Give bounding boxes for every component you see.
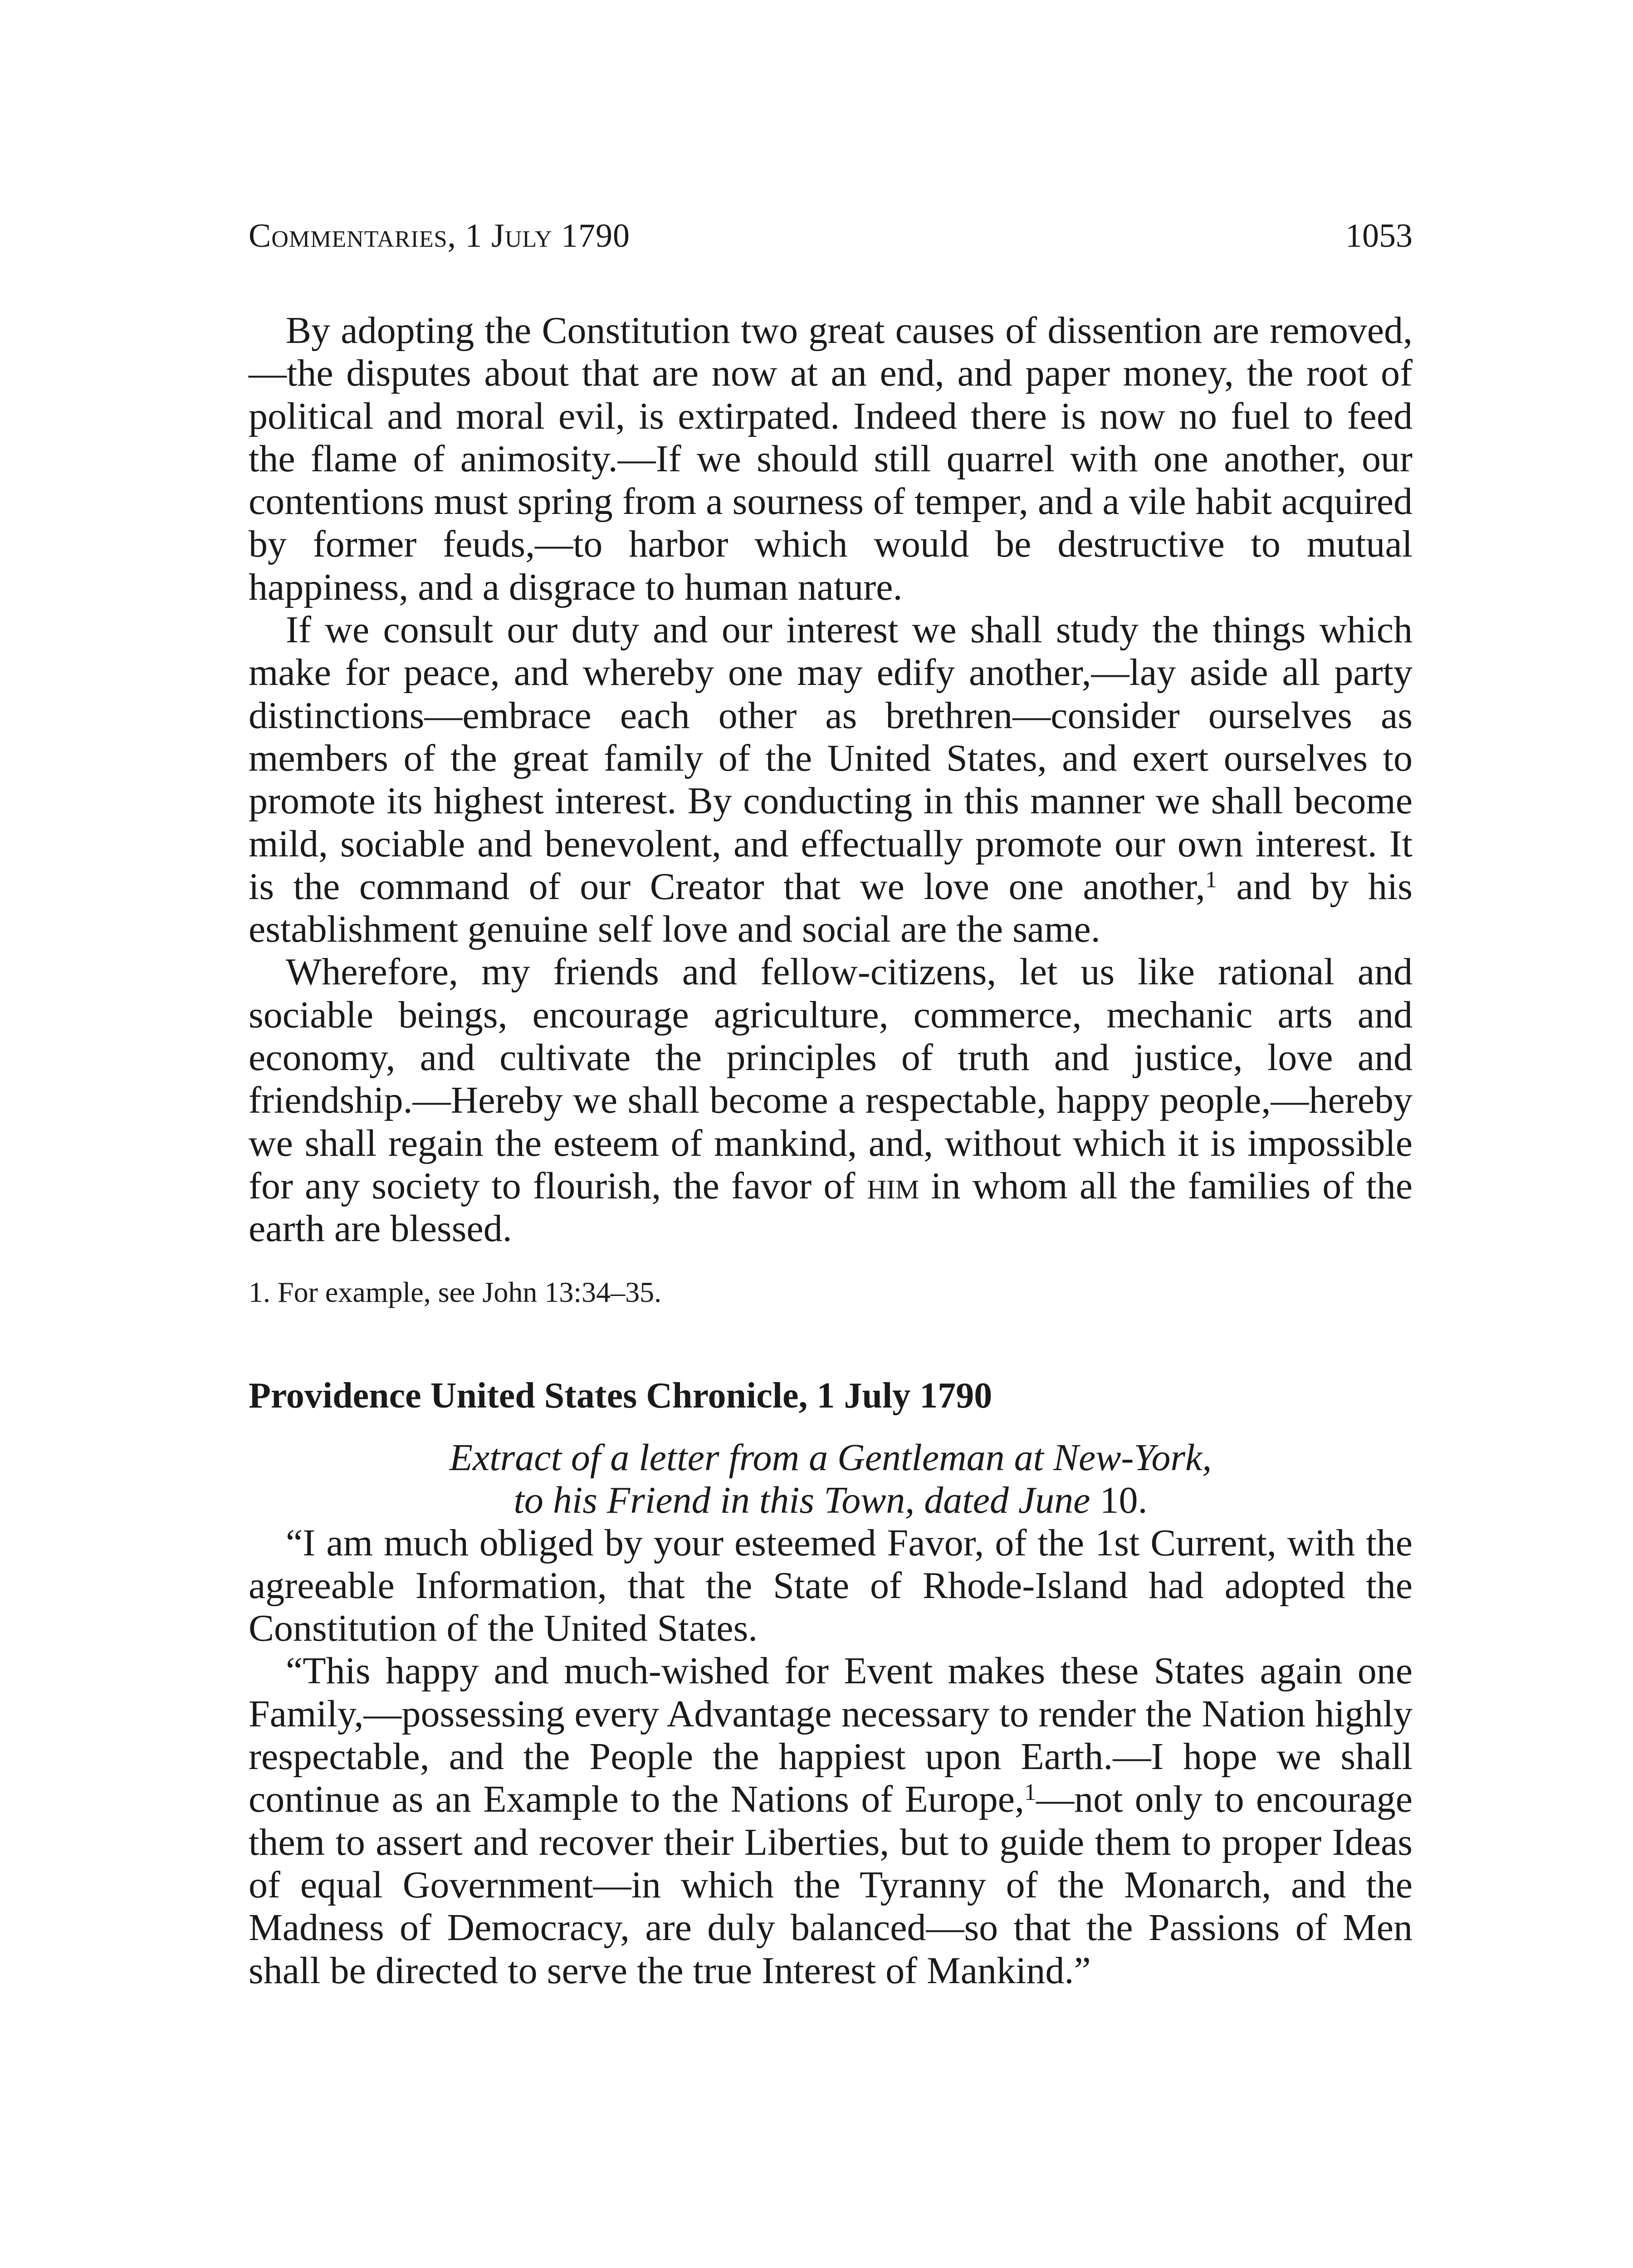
letter-paragraph-2-text: “This happy and much-wished for Event makes these States again one Family,—possessing every Advantage necessary to render the Nation highly respectable, and the People the happiest upon Earth.—I hope we shall continue as an Example to the Nations of Europe, bbox=[249, 1650, 1413, 1821]
extract-line-2 bbox=[249, 1479, 1413, 1522]
letter-paragraph-2-text-end: —not only to encourage them to assert and recover their Liberties, but to guide them to proper Ideas of equal Government—in which the Tyranny of the Monarch, and the Madness of Democracy, are duly balanced—so that the Passions of Men shall be directed to serve the true Interest of Mankind.” bbox=[249, 1778, 1413, 1992]
page-number: 1053 bbox=[1345, 217, 1413, 254]
footnote: 1. For example, see John 13:34–35. bbox=[249, 1276, 662, 1308]
paragraph-1: By adopting the Constitution two great causes of dissention are removed,—the disputes about that are now at an end, and paper money, the root of political and moral evil, is extirpated. Indeed there is now no fuel to feed the flame of animosity.—If we should still quarrel with one another, our contentions must spring from a sourness of temper, and a vile habit acquired by former feuds,—to harbor which would be destructive to mutual happiness, and a disgrace to human nature. bbox=[249, 309, 1413, 608]
letter-paragraph-2 bbox=[249, 1650, 1413, 1992]
running-head-title: Commentaries, 1 July 1790 bbox=[249, 217, 630, 254]
paragraph-3-text: Wherefore, my friends and fellow-citizens, let us like rational and sociable beings, encourage agriculture, commerce, mechanic arts and economy, and cultivate the principles of truth and justice, love and friendship.—Hereby we shall become a respectable, happy people,—hereby we shall regain the esteem of mankind, and, without which it is impossible for any society to flourish, the favor of bbox=[249, 951, 1413, 1207]
letter-footnote-marker: 1 bbox=[1024, 1779, 1037, 1806]
extract-line-1: Extract of a letter from a Gentleman at New-York, bbox=[449, 1436, 1212, 1479]
paragraph-3 bbox=[249, 951, 1413, 1250]
paragraph-2-text: If we consult our duty and our interest we shall study the things which make for peace, and whereby one may edify another,—lay aside all party distinctions—embrace each other as brethren—consider ourselves as members of the great family of the United States, and exert ourselves to promote its highest interest. By conducting in this manner we shall become mild, sociable and benevolent, and effectually promote our own interest. It is the command of our Creator that we love one another, bbox=[249, 609, 1413, 908]
running-head bbox=[249, 213, 1413, 259]
document-page bbox=[249, 213, 1413, 1992]
document-heading: Providence United States Chronicle, 1 July 1790 bbox=[249, 1375, 993, 1416]
paragraph-2-text-end: and by his establishment genuine self love and social are the same. bbox=[249, 865, 1413, 951]
paragraph-3-text-end: in whom all the families of the earth are blessed. bbox=[249, 1164, 1413, 1250]
paragraph-2 bbox=[249, 609, 1413, 951]
extract-line-2-text: to his Friend in this Town, dated June bbox=[513, 1479, 1090, 1521]
footnote-marker: 1 bbox=[1205, 866, 1217, 893]
letter-paragraph-1: “I am much obliged by your esteemed Favor, of the 1st Current, with the agreeable Information, that the State of Rhode-Island had adopted the Constitution of the United States. bbox=[249, 1521, 1413, 1650]
him-smallcaps: him bbox=[867, 1164, 919, 1207]
extract-date: 10. bbox=[1090, 1479, 1148, 1521]
